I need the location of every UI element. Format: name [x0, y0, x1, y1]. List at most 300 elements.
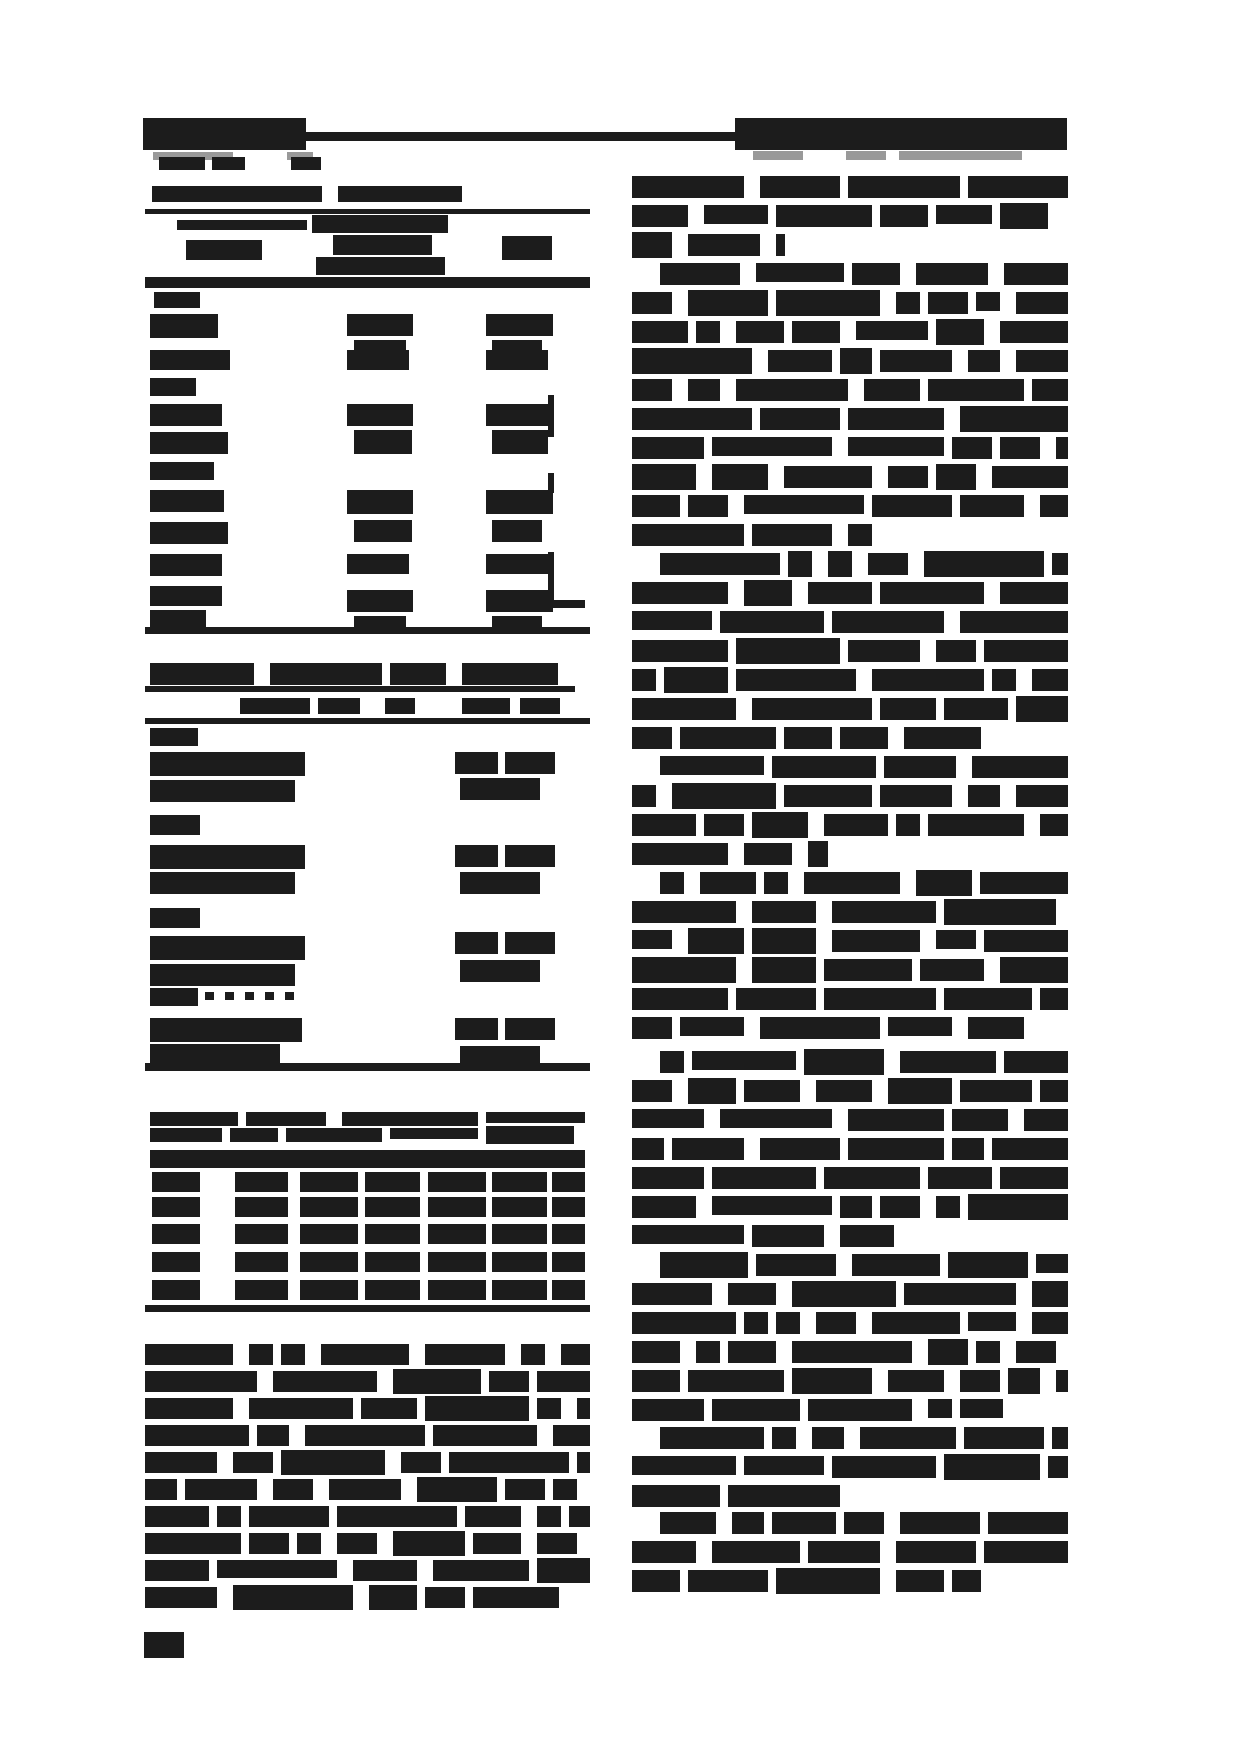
right-paragraph-line [832, 611, 944, 633]
right-paragraph-line [832, 930, 920, 952]
right-paragraph-line [632, 1570, 680, 1592]
right-paragraph-line [772, 1512, 836, 1534]
right-paragraph-line [744, 843, 792, 865]
right-paragraph-line [992, 1138, 1068, 1160]
table1-caption-fragment [291, 157, 321, 170]
right-paragraph-line [688, 1078, 736, 1104]
right-paragraph-line [632, 524, 744, 546]
table3-cell-block [235, 1224, 288, 1244]
right-paragraph-line [632, 1456, 736, 1475]
table1-column-header-block [177, 220, 307, 230]
right-paragraph-line [712, 437, 832, 456]
table1-value-block [354, 520, 412, 542]
table1-value-block [486, 554, 548, 574]
right-paragraph-line [984, 640, 1068, 662]
table1-row-label-block [150, 610, 206, 628]
right-paragraph-line [792, 1281, 896, 1307]
table1-group-label-block [154, 292, 200, 308]
left-paragraph-line [145, 1587, 217, 1608]
right-paragraph-line [880, 1196, 920, 1218]
right-paragraph-line [960, 1080, 1032, 1102]
table3-cell-block [492, 1197, 547, 1217]
table1-value-block [347, 404, 413, 426]
table2-value-block [505, 932, 555, 954]
right-paragraph-line [1016, 696, 1068, 722]
right-paragraph-line [744, 1456, 824, 1475]
left-paragraph-line [577, 1452, 590, 1473]
table1-value-block [347, 350, 409, 370]
right-paragraph-line [968, 176, 1068, 198]
right-paragraph-line [688, 1370, 784, 1392]
right-paragraph-line [632, 1312, 736, 1334]
table3-title-line [390, 1128, 478, 1139]
left-paragraph-line [273, 1371, 377, 1392]
right-paragraph-line [968, 1312, 1016, 1331]
table3-column-header-block [300, 1172, 358, 1192]
table1-column-header-block [333, 235, 432, 255]
right-paragraph-line [888, 466, 928, 488]
table3-title-line [486, 1112, 585, 1123]
right-paragraph-line [660, 1051, 684, 1073]
table2-value-block [455, 752, 498, 774]
left-paragraph-line [281, 1450, 385, 1475]
table3-cell-block [552, 1197, 585, 1217]
right-paragraph-line [744, 1080, 800, 1102]
right-paragraph-line [632, 640, 728, 662]
left-paragraph-line [577, 1398, 590, 1419]
table3-cell-block [365, 1280, 420, 1300]
right-paragraph-line [896, 814, 920, 836]
left-paragraph-line [249, 1533, 289, 1554]
right-paragraph-line [808, 1541, 880, 1563]
table1-spanner-bar [152, 186, 322, 202]
left-paragraph-line [465, 1506, 521, 1527]
left-paragraph-line [145, 1479, 177, 1500]
table3-cell-block [300, 1280, 358, 1300]
right-paragraph-line [828, 551, 852, 577]
right-paragraph-line [632, 611, 712, 630]
right-paragraph-line [844, 1512, 884, 1534]
right-paragraph-line [952, 437, 992, 459]
right-paragraph-line [736, 988, 816, 1010]
table2-rule [145, 718, 590, 724]
table2-value-block [460, 960, 540, 982]
right-paragraph-line [872, 495, 952, 517]
table2-value-block [455, 1018, 498, 1040]
right-paragraph-line [632, 464, 696, 490]
table1-column-header-block [502, 236, 552, 260]
right-paragraph-line [948, 1252, 1028, 1278]
right-paragraph-line [632, 1109, 704, 1128]
left-paragraph-line [489, 1371, 529, 1392]
right-paragraph-line [688, 290, 768, 316]
right-paragraph-line [632, 1017, 672, 1039]
table3-title-line [230, 1128, 278, 1142]
right-paragraph-line [968, 1017, 1024, 1039]
right-paragraph-line [1052, 1427, 1068, 1449]
right-paragraph-line [1000, 582, 1068, 604]
right-paragraph-line [772, 1427, 796, 1449]
right-paragraph-line [824, 988, 936, 1010]
right-paragraph-line [712, 1167, 816, 1189]
right-paragraph-line [696, 1341, 720, 1363]
left-paragraph-line [145, 1398, 233, 1419]
right-paragraph-line [660, 872, 684, 894]
right-paragraph-line [632, 1370, 680, 1392]
right-paragraph-line [704, 814, 744, 836]
table2-value-block [505, 1018, 555, 1040]
table3-cell-block [300, 1224, 358, 1244]
table2-dot-leader [285, 992, 294, 1000]
table3-cell-block [552, 1224, 585, 1244]
right-paragraph-line [1004, 1051, 1068, 1073]
right-paragraph-line [936, 1196, 960, 1218]
right-paragraph-line [736, 321, 784, 343]
right-paragraph-line [968, 785, 1000, 807]
right-paragraph-line [704, 205, 768, 224]
right-paragraph-line [1040, 495, 1068, 517]
right-paragraph-line [848, 408, 944, 430]
right-paragraph-line [888, 1370, 944, 1392]
right-paragraph-line [752, 957, 816, 983]
left-paragraph-line [249, 1398, 353, 1419]
table2-title-fragment [318, 698, 360, 714]
table3-cell-block [428, 1280, 486, 1300]
left-paragraph-line [305, 1425, 425, 1446]
left-paragraph-line [353, 1560, 417, 1581]
table1-row-label-block [150, 490, 224, 512]
table1-value-block [347, 590, 413, 612]
table2-value-block [505, 752, 555, 774]
table3-title-line [246, 1112, 326, 1126]
right-paragraph-line [632, 669, 656, 691]
right-paragraph-line [944, 988, 1032, 1010]
right-paragraph-line [1056, 437, 1068, 459]
table1-caption-fragment [159, 157, 205, 170]
table1-value-block [354, 616, 406, 630]
right-paragraph-line [928, 1399, 952, 1418]
right-paragraph-line [688, 1570, 768, 1592]
right-paragraph-line [984, 1541, 1068, 1563]
right-paragraph-line [804, 1049, 884, 1075]
right-paragraph-line [760, 1017, 880, 1039]
right-paragraph-line [764, 872, 788, 894]
right-paragraph-line [712, 464, 768, 490]
right-paragraph-line [1000, 957, 1068, 983]
left-paragraph-line [537, 1371, 590, 1392]
table3-column-header-block [428, 1172, 486, 1192]
left-paragraph-line [393, 1531, 465, 1556]
left-paragraph-line [233, 1452, 273, 1473]
left-paragraph-line [145, 1425, 249, 1446]
left-paragraph-line [425, 1396, 529, 1421]
table1-column-header-block [316, 257, 445, 275]
right-paragraph-line [720, 1109, 832, 1128]
right-paragraph-line [928, 1339, 968, 1365]
right-paragraph-line [776, 205, 872, 227]
table3-title-line [286, 1128, 382, 1142]
table3-cell-block [428, 1224, 486, 1244]
right-paragraph-line [976, 292, 1000, 311]
right-paragraph-line [992, 669, 1016, 691]
right-paragraph-line [632, 785, 656, 807]
right-paragraph-line [928, 379, 1024, 401]
right-paragraph-line [944, 1454, 1040, 1480]
left-paragraph-line [537, 1558, 590, 1583]
right-paragraph-line [744, 495, 864, 514]
table2-row-label-block [150, 988, 198, 1006]
right-paragraph-line [900, 1512, 980, 1534]
table1-row-label-block [150, 314, 218, 338]
right-paragraph-line [808, 841, 828, 867]
left-paragraph-line [505, 1479, 545, 1500]
right-paragraph-line [632, 1485, 720, 1507]
header-fragment [846, 151, 886, 160]
right-paragraph-line [968, 350, 1000, 372]
right-paragraph-line [696, 321, 720, 343]
left-paragraph-line [281, 1344, 305, 1365]
right-paragraph-line [760, 176, 840, 198]
table3-cell-block [300, 1197, 358, 1217]
left-paragraph-line [273, 1479, 313, 1500]
right-paragraph-line [896, 1570, 944, 1592]
right-paragraph-line [752, 928, 816, 954]
right-paragraph-line [1032, 1312, 1068, 1334]
right-paragraph-line [720, 611, 824, 633]
right-paragraph-line [840, 1196, 872, 1218]
table1-value-block [347, 554, 409, 574]
right-paragraph-line [784, 785, 872, 807]
table2-value-block [460, 1046, 540, 1070]
right-paragraph-line [868, 553, 908, 575]
right-paragraph-line [1040, 1080, 1068, 1102]
left-paragraph-line [249, 1506, 329, 1527]
right-paragraph-line [920, 959, 984, 981]
table3-cell-block [365, 1197, 420, 1217]
right-paragraph-line [936, 464, 976, 490]
right-paragraph-line [904, 727, 981, 749]
table1-row-label-block [150, 350, 230, 370]
right-paragraph-line [884, 756, 956, 778]
table3-column-header-block [152, 1172, 200, 1192]
right-paragraph-line [1032, 669, 1068, 691]
right-paragraph-line [928, 292, 968, 314]
table3-cell-block [152, 1224, 200, 1244]
right-paragraph-line [632, 379, 672, 401]
left-paragraph-line [569, 1506, 590, 1527]
right-paragraph-line [632, 437, 704, 459]
table3-cell-block [152, 1280, 200, 1300]
table2-row-label-block [150, 1018, 302, 1042]
table2-value-block [505, 845, 555, 867]
table1-value-block [548, 473, 554, 493]
right-paragraph-line [952, 1570, 981, 1592]
table1-value-block [486, 314, 553, 336]
table2-group-label-block [150, 728, 198, 746]
table2-value-block [460, 778, 540, 800]
right-paragraph-line [812, 1427, 844, 1449]
left-paragraph-line [537, 1398, 561, 1419]
right-paragraph-line [728, 1283, 776, 1305]
table3-column-header-block [365, 1172, 420, 1192]
left-paragraph-line [417, 1477, 497, 1502]
right-paragraph-line [776, 290, 880, 316]
table3-cell-block [235, 1252, 288, 1272]
table3-cell-block [492, 1252, 547, 1272]
table1-value-block [354, 430, 412, 454]
right-paragraph-line [960, 1370, 1000, 1392]
right-paragraph-line [976, 1341, 1000, 1363]
right-paragraph-line [1004, 263, 1068, 285]
right-paragraph-line [756, 1254, 836, 1276]
right-paragraph-line [712, 1541, 800, 1563]
right-paragraph-line [880, 205, 928, 227]
right-paragraph-line [808, 582, 872, 604]
left-paragraph-line [393, 1369, 481, 1394]
right-paragraph-line [860, 1427, 956, 1449]
table2-row-label-block [150, 752, 305, 776]
right-paragraph-line [880, 350, 952, 372]
table2-row-label-block [150, 845, 305, 869]
table2-title-fragment [240, 698, 310, 714]
right-paragraph-line [936, 205, 992, 224]
table2-title-fragment [520, 698, 560, 714]
header-rule [306, 132, 735, 141]
right-paragraph-line [688, 379, 720, 401]
right-paragraph-line [1032, 379, 1068, 401]
right-paragraph-line [792, 1341, 912, 1363]
table1-value-block [492, 520, 542, 542]
table2-row-label-block [150, 1044, 280, 1064]
right-paragraph-line [848, 524, 872, 546]
left-paragraph-line [249, 1344, 273, 1365]
right-paragraph-line [880, 785, 952, 807]
right-paragraph-line [1016, 1341, 1056, 1363]
right-paragraph-line [632, 408, 752, 430]
right-paragraph-line [752, 812, 808, 838]
right-paragraph-line [840, 1225, 894, 1247]
table1-row-label-block [150, 378, 196, 396]
right-paragraph-line [660, 1252, 748, 1278]
table2-rule [145, 686, 575, 692]
table3-title-line [150, 1128, 222, 1142]
right-paragraph-line [972, 756, 1068, 778]
table3-cell-block [428, 1197, 486, 1217]
right-paragraph-line [880, 582, 984, 604]
table2-row-label-block [150, 872, 295, 894]
table3-cell-block [492, 1280, 547, 1300]
right-paragraph-line [872, 669, 984, 691]
table2-title-line [270, 663, 382, 685]
right-paragraph-line [916, 263, 988, 285]
right-paragraph-line [632, 698, 736, 720]
left-paragraph-line [145, 1344, 233, 1365]
left-paragraph-line [433, 1560, 529, 1581]
right-paragraph-line [736, 669, 856, 691]
right-paragraph-line [688, 234, 760, 256]
right-paragraph-line [664, 667, 728, 693]
right-paragraph-line [744, 1312, 768, 1334]
left-paragraph-line [337, 1533, 377, 1554]
right-paragraph-line [736, 379, 848, 401]
table1-row-label-block [150, 522, 228, 544]
right-paragraph-line [712, 1399, 800, 1421]
right-paragraph-line [1024, 1109, 1068, 1131]
right-paragraph-line [1000, 321, 1068, 343]
table3-column-header-block [492, 1172, 547, 1192]
header-right-block [735, 118, 1067, 150]
right-paragraph-line [848, 1138, 944, 1160]
table2-value-block [455, 932, 498, 954]
right-paragraph-line [760, 408, 840, 430]
right-paragraph-line [752, 524, 832, 546]
header-fragment [899, 151, 1022, 160]
right-paragraph-line [824, 1167, 920, 1189]
right-paragraph-line [632, 727, 672, 749]
table3-title-line [342, 1112, 478, 1126]
right-paragraph-line [752, 698, 872, 720]
left-paragraph-line [185, 1479, 257, 1500]
right-paragraph-line [660, 756, 764, 775]
table3-cell-block [428, 1252, 486, 1272]
right-paragraph-line [632, 1225, 744, 1244]
right-paragraph-line [1036, 1254, 1068, 1273]
table3-title-line [150, 1112, 238, 1126]
table2-row-label-block [150, 780, 295, 802]
right-paragraph-line [660, 553, 780, 575]
right-paragraph-line [680, 727, 776, 749]
table3-cell-block [365, 1224, 420, 1244]
right-paragraph-line [916, 870, 972, 896]
right-paragraph-line [672, 1138, 744, 1160]
left-paragraph-line [561, 1344, 590, 1365]
right-paragraph-line [936, 640, 976, 662]
right-paragraph-line [1000, 437, 1040, 459]
table1-row-label-block [150, 462, 214, 480]
right-paragraph-line [632, 901, 736, 923]
table1-value-block [548, 600, 585, 608]
right-paragraph-line [1048, 1456, 1068, 1478]
right-paragraph-line [840, 348, 872, 374]
right-paragraph-line [1008, 1368, 1040, 1394]
right-paragraph-line [732, 1512, 764, 1534]
right-paragraph-line [632, 582, 728, 604]
table2-dot-leader [205, 992, 214, 1000]
left-paragraph-line [145, 1452, 217, 1473]
right-paragraph-line [632, 930, 672, 949]
table1-value-block [486, 490, 553, 514]
left-paragraph-line [257, 1425, 289, 1446]
left-paragraph-line [145, 1533, 241, 1554]
right-paragraph-line [632, 176, 744, 198]
table3-cell-block [492, 1224, 547, 1244]
right-paragraph-line [936, 319, 984, 345]
right-paragraph-line [856, 321, 928, 340]
right-paragraph-line [760, 1138, 840, 1160]
right-paragraph-line [632, 988, 728, 1010]
table1-value-block [486, 404, 553, 426]
table1-column-header-block [186, 240, 262, 260]
table3-title-line [486, 1126, 574, 1144]
right-paragraph-line [632, 205, 688, 227]
right-paragraph-line [784, 466, 872, 488]
right-paragraph-line [1016, 350, 1068, 372]
table3-cell-block [552, 1280, 585, 1300]
right-paragraph-line [808, 1399, 912, 1421]
header-fragment [753, 151, 803, 160]
right-paragraph-line [632, 1283, 712, 1305]
table1-row-label-block [150, 432, 228, 454]
